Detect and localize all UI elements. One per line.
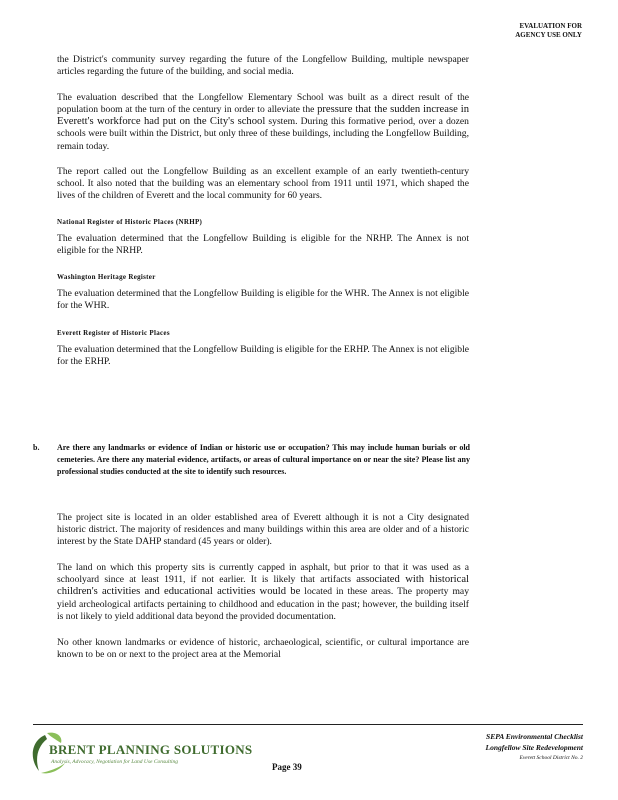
paragraph-no-landmarks: No other known landmarks or evidence of historic, archaeological, scientific, or cultural importance are known to be on or next to the project area at the Memorial <box>57 636 469 660</box>
company-logo <box>27 729 253 781</box>
paragraph-report: The report called out the Longfellow Building as an excellent example of an early twentieth-century school. It also noted that the building was an elementary school from 1911 until 1971, which shaped the lives of the children of Everett and the local community for 60 years. <box>57 165 469 201</box>
paragraph-evaluation-history-part2: pressure that the sudden increase in Everett's workforce had put on the City's school <box>57 104 469 128</box>
nrhp-text: The evaluation determined that the Longfellow Building is eligible for the NRHP. The Annex is not eligible for the NRHP. <box>57 233 469 257</box>
paragraph-evaluation-history-part3: system. During this formative period, over a dozen schools were built within the District, but only three of these buildings, including the Longfellow Building, remain today. <box>57 116 469 152</box>
doc-title-line2: Longfellow Site Redevelopment <box>485 742 583 752</box>
paragraph-project-site: The project site is located in an older established area of Everett although it is not a City designated historic district. The majority of residences and many buildings within this area are older and of a historic interest by the State DAHP standard (45 years or older). <box>57 512 469 548</box>
doc-title-line3: Everett School District No. 2 <box>519 755 583 761</box>
paragraph-land-use <box>57 562 469 622</box>
document-title-block <box>423 732 583 764</box>
paragraph-land-use-part1: The land on which this property sits is currently capped in asphalt, but prior to that it was used as a schoolyard since at least 1911, if not earlier. It is likely that artifacts <box>57 562 469 586</box>
question-text: Are there any landmarks or evidence of Indian or historic use or occupation? This may include human burials or old cemeteries. Are there any material evidence, artifacts, or areas of cultural importance on or near the site? Please list any professional studies conducted at the site to identify such resources. <box>57 443 470 476</box>
erhp-text: The evaluation determined that the Longfellow Building is eligible for the ERHP. The Annex is not eligible for the ERHP. <box>57 343 470 367</box>
logo-tagline: Analysis, Advocacy, Negotiation for Land Use Consulting <box>51 759 179 765</box>
paragraph-land-use-part2: associated with historical children's activities and educational activities would be <box>57 574 469 598</box>
doc-title-line1: SEPA Environmental Checklist <box>486 732 583 741</box>
paragraph-community-survey: the District's community survey regarding the future of the Longfellow Building, multiple newspaper articles regarding the future of the building, and social media. <box>57 54 469 78</box>
erhp-heading: Everett Register of Historic Places <box>57 328 170 337</box>
body-upper <box>57 54 469 380</box>
question-letter: b. <box>33 443 40 452</box>
whr-text: The evaluation determined that the Longfellow Building is eligible for the WHR. The Annex is not eligible for the WHR. <box>57 288 469 312</box>
page-number: Page 39 <box>272 762 302 772</box>
agency-use-box <box>478 22 582 40</box>
paragraph-evaluation-history <box>57 92 469 152</box>
nrhp-heading: National Register of Historic Places (NRHP) <box>57 217 203 226</box>
agency-use-line1: EVALUATION FOR <box>519 22 582 30</box>
footer-divider <box>33 724 583 725</box>
paragraph-land-use-part3: located in these areas. The property may yield archeological artifacts pertaining to childhood and education in the past; however, the building itself is not likely to yield additional data beyond the provided documentation. <box>57 586 469 622</box>
logo-brand-name: BRENT PLANNING SOLUTIONS <box>49 742 253 757</box>
paragraph-evaluation-history-part1: The evaluation described that the Longfellow Elementary School was built as a direct result of the population boom at the turn of the century in order to alleviate the <box>57 92 469 116</box>
body-lower <box>57 512 469 673</box>
agency-use-line2: AGENCY USE ONLY <box>515 31 582 39</box>
whr-heading: Washington Heritage Register <box>57 273 156 282</box>
